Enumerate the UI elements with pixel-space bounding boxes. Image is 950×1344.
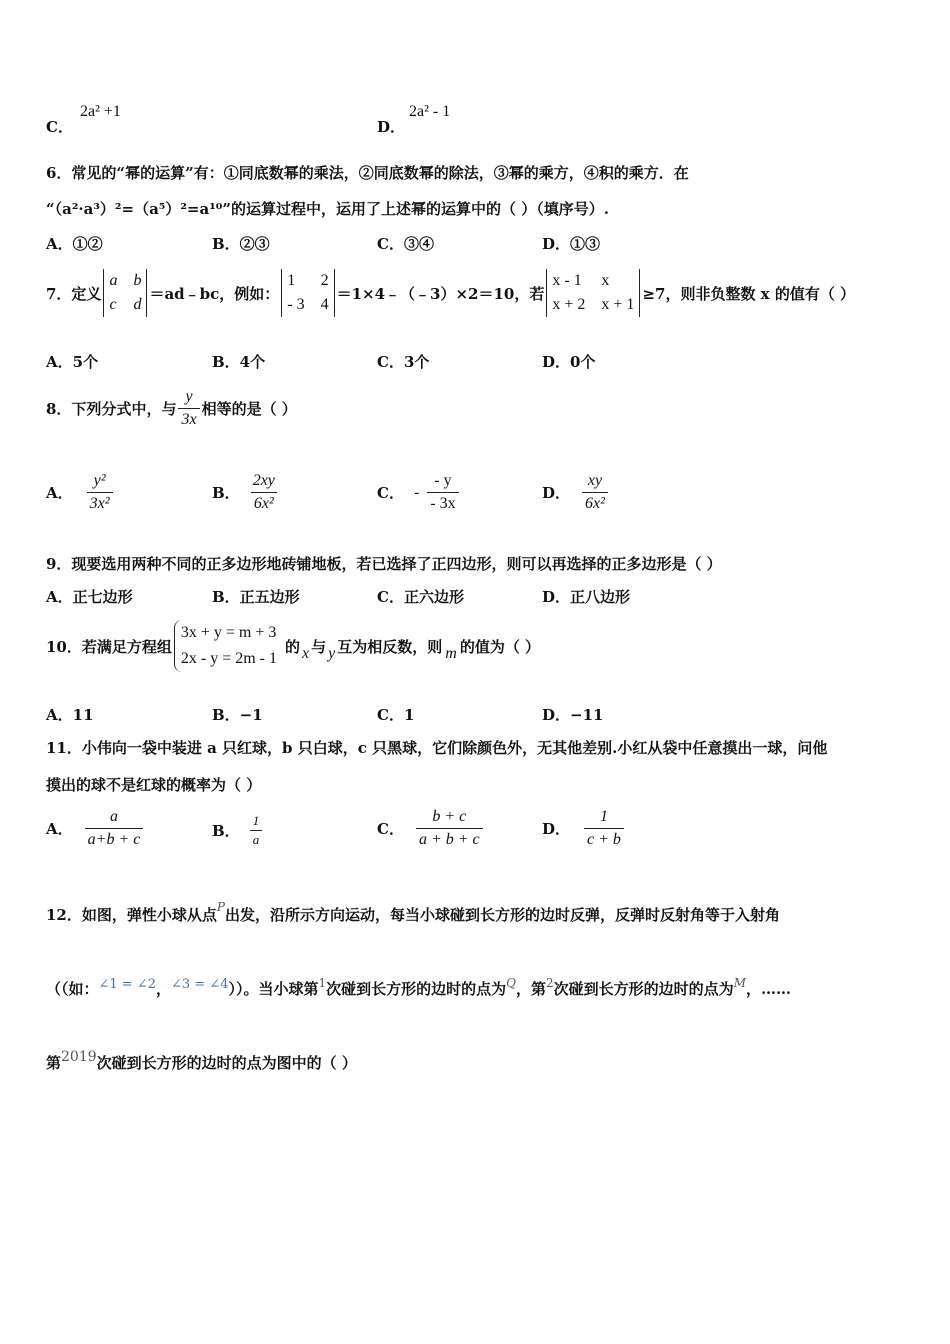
- option-fraction: [584, 808, 624, 849]
- q7-example-equation: ＝1×4﹣（﹣3）×2＝10，若: [336, 284, 545, 303]
- q6-option-d[interactable]: D．①③: [542, 235, 601, 253]
- q8-reference-fraction: [178, 388, 199, 429]
- equation-1: 3x + y = m + 3: [180, 624, 277, 641]
- q7-option-a[interactable]: A．5个: [46, 353, 99, 371]
- det-cell: x + 1: [601, 296, 635, 313]
- q12-count-1: 1: [318, 975, 327, 990]
- option-fraction: [416, 808, 483, 849]
- q9-option-b[interactable]: B．正五边形: [212, 588, 300, 606]
- fraction-numerator: y: [185, 387, 193, 405]
- q10-var-m: m: [445, 645, 457, 662]
- q8-prefix: 8．下列分式中，与: [46, 399, 177, 418]
- q5-option-c-label[interactable]: C．: [46, 118, 73, 136]
- option-label: D．: [542, 484, 571, 502]
- q12-line-3-b: 次碰到长方形的边时的点为图中的（ ）: [96, 1054, 357, 1072]
- q10-stem: [46, 618, 540, 674]
- q10-equation-system: [174, 620, 283, 672]
- q8-option-b[interactable]: [212, 472, 278, 513]
- q5-option-d-label[interactable]: D．: [377, 118, 406, 136]
- det-cell: c: [109, 296, 117, 313]
- det-cell: x: [601, 272, 610, 289]
- q11-option-b[interactable]: [212, 814, 262, 847]
- fraction-denominator: a+b + c: [85, 828, 144, 849]
- q10-option-a[interactable]: A．11: [46, 706, 94, 724]
- q7-option-c[interactable]: C．3个: [377, 353, 430, 371]
- option-label: B．: [212, 822, 240, 840]
- fraction-denominator: 3x²: [87, 492, 113, 513]
- fraction-numerator: a: [109, 808, 118, 825]
- q10-var-x: x: [302, 645, 310, 662]
- q11-line-2: 摸出的球不是红球的概率为（ ）: [46, 776, 262, 794]
- q12-line-1-b: 出发，沿所示方向运动，每当小球碰到长方形的边时反弹，反弹时反射角等于入射角: [224, 906, 780, 924]
- fraction-numerator: - y: [434, 472, 452, 489]
- fraction-numerator: xy: [587, 472, 603, 489]
- q6-option-c[interactable]: C．③④: [377, 235, 434, 253]
- q12-line-1-a: 12．如图，弹性小球从点: [46, 906, 217, 924]
- q12-angle-equation-1: ∠1 = ∠2: [98, 977, 156, 992]
- q9-stem: 9．现要选用两种不同的正多边形地砖铺地板，若已选择了正四边形，则可以再选择的正多边形是（ ）: [46, 555, 722, 573]
- q10-text-de: 的: [285, 637, 301, 656]
- fraction-numerator: y²: [93, 472, 106, 489]
- q10-suffix: 的值为（ ）: [459, 637, 541, 656]
- q7-option-b[interactable]: B．4个: [212, 353, 266, 371]
- option-label: B．: [212, 484, 240, 502]
- q10-text-yu: 与: [311, 637, 327, 656]
- fraction-denominator: a + b + c: [416, 828, 483, 849]
- q12-line-2-c: 次碰到长方形的边时的点为: [326, 980, 507, 998]
- q11-line-1: 11．小伟向一袋中装进 a 只红球，b 只白球，c 只黑球，它们除颜色外，无其他差别.小红从袋中任意摸出一球，问他: [46, 739, 828, 757]
- option-fraction: [582, 472, 608, 513]
- q10-option-c[interactable]: C．1: [377, 706, 415, 724]
- q11-option-c[interactable]: [377, 808, 483, 849]
- option-label: C．: [377, 820, 404, 838]
- q12-line-2-f: ，……: [745, 980, 791, 998]
- option-label: A．: [46, 820, 73, 838]
- q12-line-2-b: ））。当小球第: [228, 980, 319, 998]
- q7-definition-determinant: [103, 269, 147, 317]
- equation-2: 2x - y = 2m - 1: [180, 650, 277, 667]
- fraction-denominator: 3x: [178, 408, 199, 429]
- q12-line-2-d: ，第: [516, 980, 547, 998]
- q12-point-p: P: [216, 899, 225, 914]
- option-label: D．: [542, 820, 571, 838]
- q12-count-2: 2: [546, 975, 554, 990]
- fraction-numerator: b + c: [432, 808, 467, 825]
- option-sign: -: [413, 483, 420, 501]
- q10-text-opposite: 互为相反数，则: [337, 637, 443, 656]
- q7-stem: [46, 266, 855, 320]
- q10-option-b[interactable]: B．−1: [212, 706, 263, 724]
- q12-point-m: M: [733, 975, 746, 990]
- q6-option-b[interactable]: B．②③: [212, 235, 270, 253]
- q7-definition-equation: ＝ad﹣bc，例如：: [149, 284, 280, 303]
- q12-line-1: [46, 899, 780, 925]
- q8-stem: [46, 386, 297, 430]
- q12-line-3: [46, 1048, 357, 1073]
- det-cell: - 3: [287, 296, 305, 313]
- q8-option-a[interactable]: [46, 472, 113, 513]
- q7-suffix: ≥7，则非负整数 x 的值有（ ）: [642, 284, 856, 303]
- fraction-denominator: a: [250, 830, 263, 847]
- q12-line-2-a: （（如：: [46, 980, 99, 998]
- option-label: A．: [46, 484, 73, 502]
- fraction-denominator: 6x²: [251, 492, 277, 513]
- fraction-numerator: 1: [252, 813, 260, 828]
- det-cell: b: [133, 272, 142, 289]
- q10-var-y: y: [328, 645, 336, 662]
- q9-option-a[interactable]: A．正七边形: [46, 588, 133, 606]
- option-fraction: [250, 814, 263, 847]
- q9-option-c[interactable]: C．正六边形: [377, 588, 464, 606]
- det-cell: a: [109, 272, 118, 289]
- det-cell: x - 1: [552, 272, 582, 289]
- fraction-denominator: 6x²: [582, 492, 608, 513]
- q6-option-a[interactable]: A．①②: [46, 235, 103, 253]
- q8-suffix: 相等的是（ ）: [201, 399, 297, 418]
- q7-example-determinant: [281, 269, 334, 317]
- fraction-numerator: 2xy: [252, 472, 275, 489]
- q9-option-d[interactable]: D．正八边形: [542, 588, 631, 606]
- q12-line-2-e: 次碰到长方形的边时的点为: [553, 980, 734, 998]
- fraction-denominator: - 3x: [427, 492, 458, 513]
- det-cell: 2: [320, 272, 329, 289]
- option-fraction: [427, 472, 458, 513]
- q12-count-2019: 2019: [61, 1048, 97, 1065]
- det-cell: x + 2: [552, 296, 586, 313]
- fraction-denominator: c + b: [584, 828, 624, 849]
- q12-line-2: [46, 975, 791, 999]
- q7-prefix: 7．定义: [46, 284, 102, 303]
- q5-option-d-expr: 2a² - 1: [409, 103, 451, 120]
- q12-separator: ，: [156, 980, 172, 998]
- det-cell: 4: [320, 296, 329, 313]
- q10-prefix: 10．若满足方程组: [46, 637, 172, 656]
- q7-condition-determinant: [546, 269, 640, 317]
- q11-option-d[interactable]: [542, 808, 624, 849]
- option-fraction: [85, 808, 144, 849]
- q11-option-a[interactable]: [46, 808, 143, 849]
- q8-option-d[interactable]: [542, 472, 608, 513]
- q6-line-1: 6．常见的“幂的运算”有：①同底数幂的乘法，②同底数幂的除法，③幂的乘方，④积的乘方．在: [46, 164, 689, 182]
- q8-option-c[interactable]: [377, 472, 459, 513]
- option-fraction: [250, 472, 278, 513]
- fraction-numerator: 1: [599, 808, 608, 825]
- q5-option-c-expr: 2a² +1: [80, 103, 121, 120]
- det-cell: d: [133, 296, 142, 313]
- q6-line-2: “（a²·a³）²=（a⁵）²=a¹⁰”的运算过程中，运用了上述幂的运算中的（ ）（填序号）.: [46, 200, 609, 218]
- q12-angle-equation-2: ∠3 = ∠4: [171, 977, 229, 992]
- q12-point-q: Q: [506, 975, 517, 990]
- option-fraction: [87, 472, 113, 513]
- q7-option-d[interactable]: D．0个: [542, 353, 596, 371]
- option-label: C．: [377, 484, 404, 502]
- det-cell: 1: [287, 272, 296, 289]
- q10-option-d[interactable]: D．−11: [542, 706, 604, 724]
- q12-line-3-a: 第: [46, 1054, 62, 1072]
